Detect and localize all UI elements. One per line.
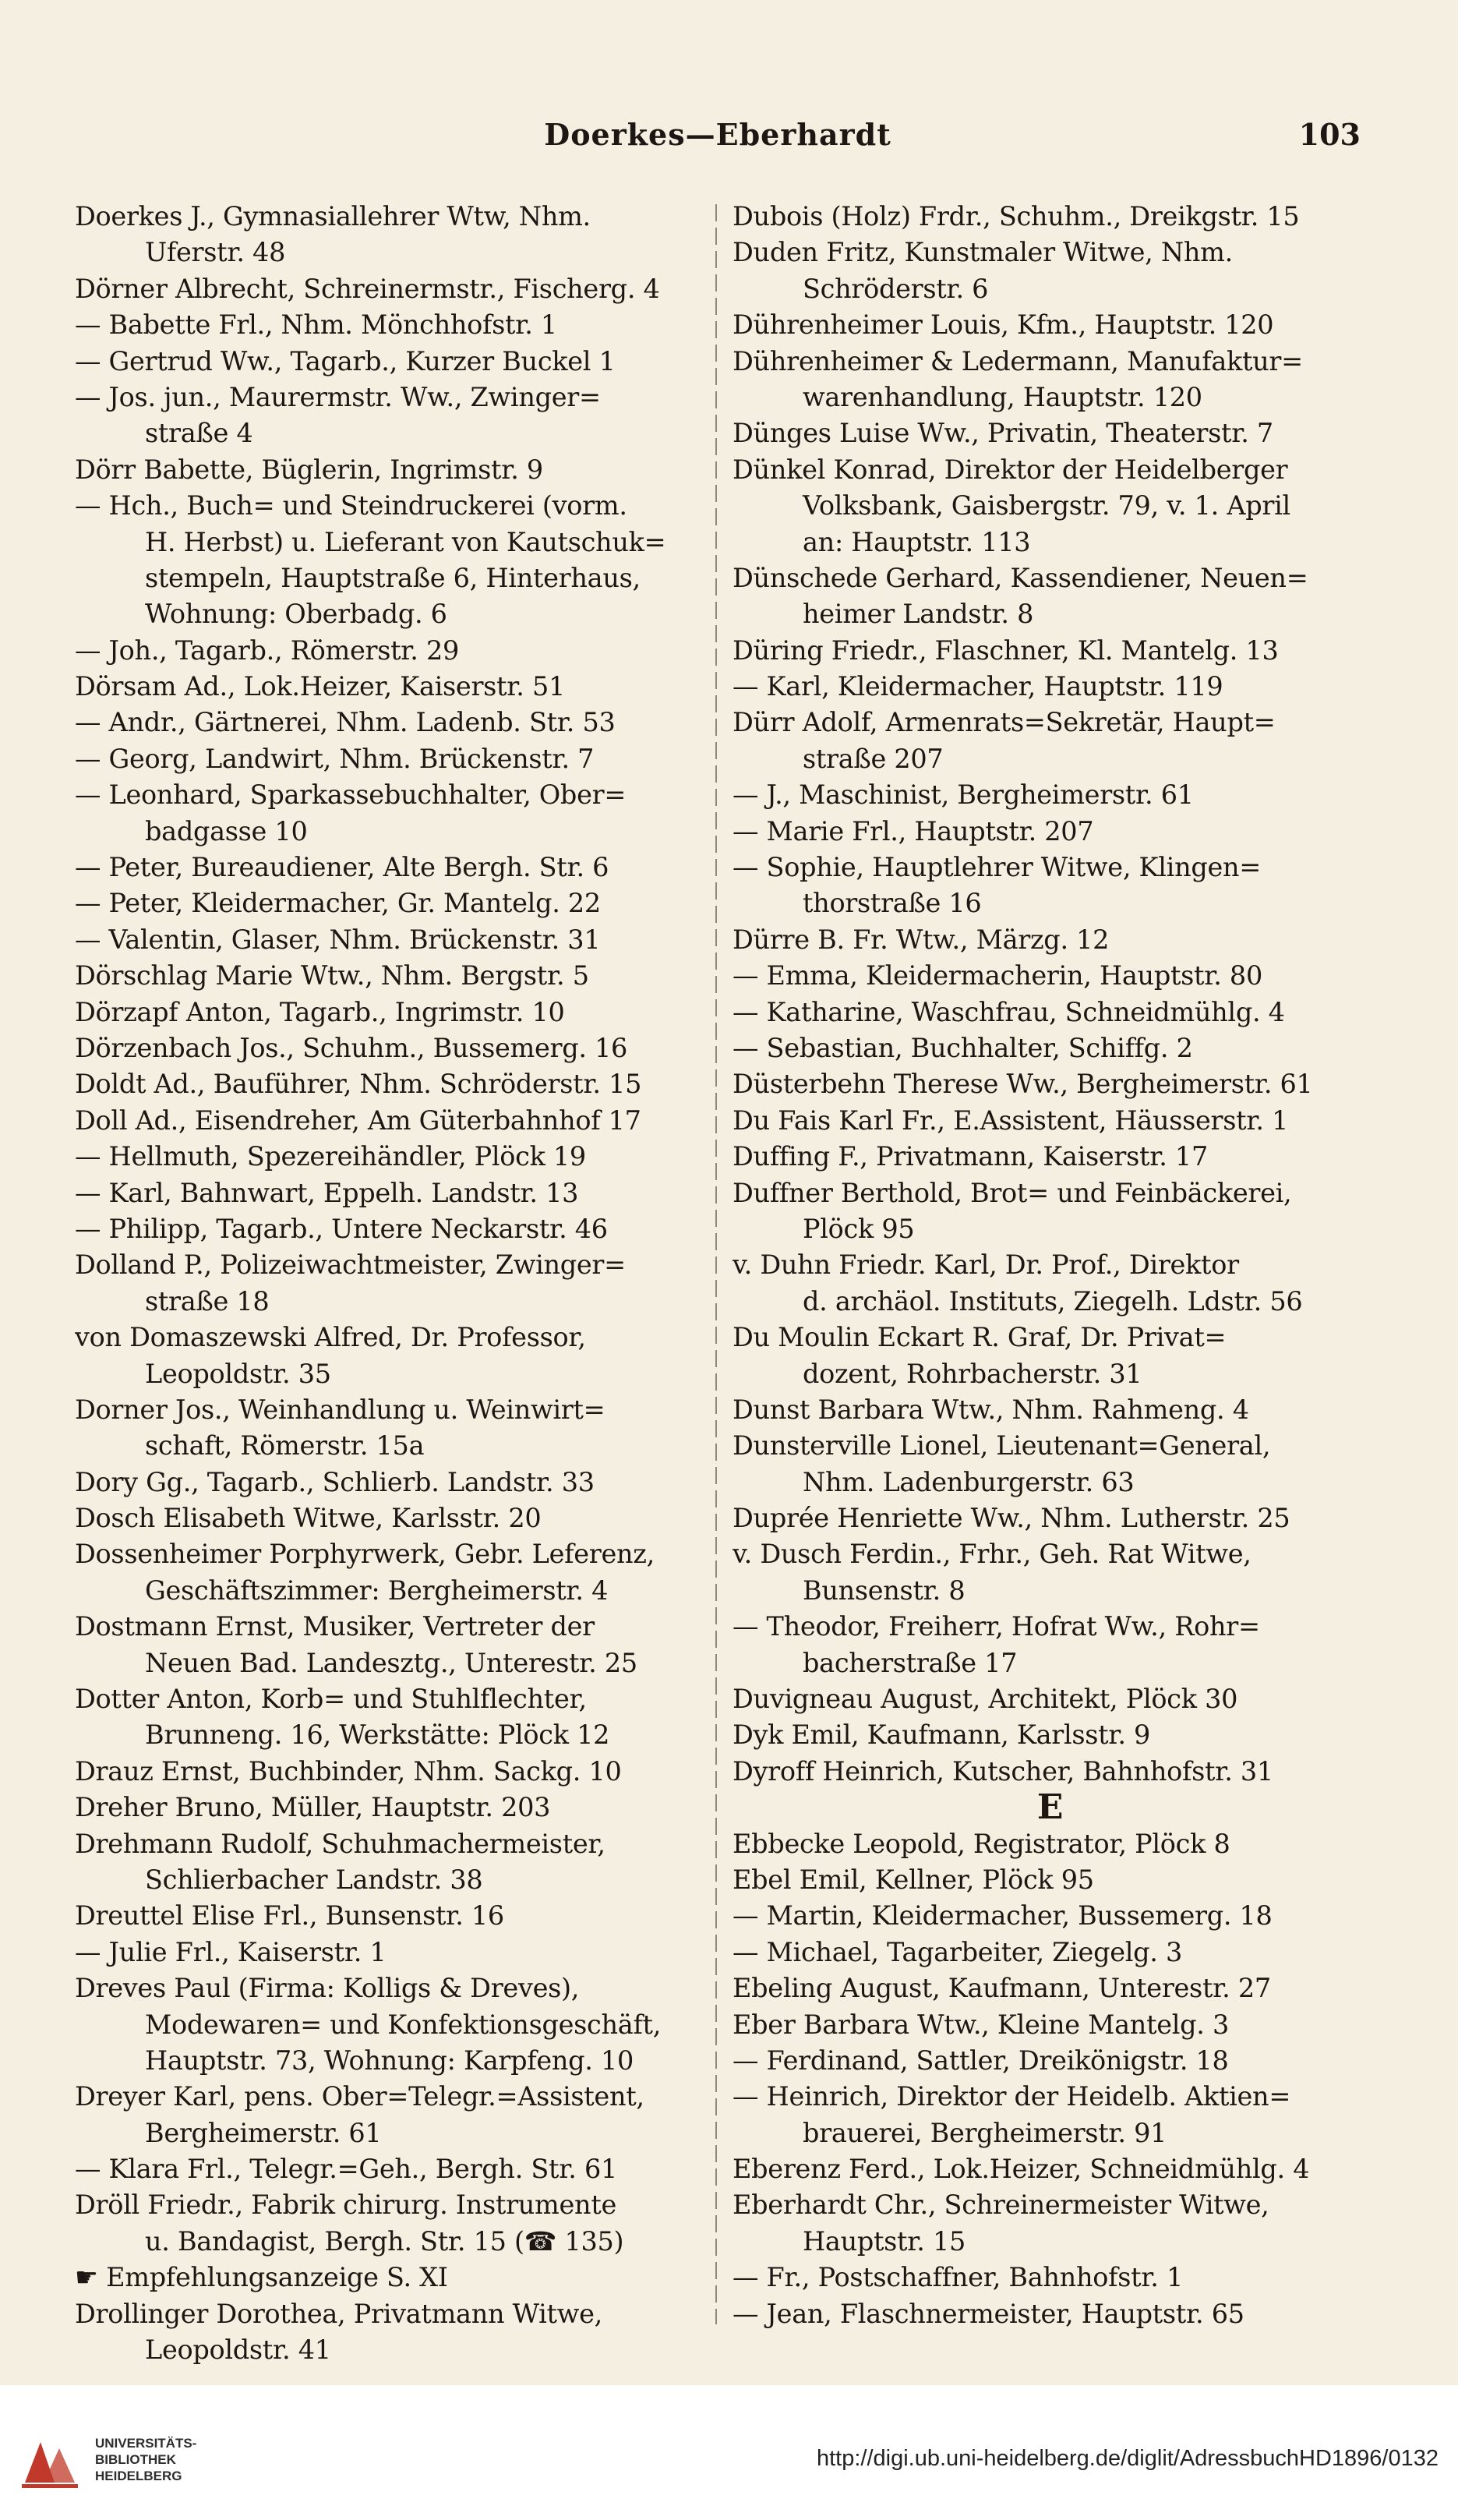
directory-entry: von Domaszewski Alfred, Dr. Professor,	[75, 1322, 586, 1353]
directory-entry: Dröll Friedr., Fabrik chirurg. Instrumente	[75, 2190, 617, 2221]
right-column	[733, 199, 1368, 2332]
directory-entry: Dotter Anton, Korb= und Stuhlflechter,	[75, 1684, 587, 1715]
entry-continuation: H. Herbst) u. Lieferant von Kautschuk=	[145, 526, 666, 557]
entry-continuation: badgasse 10	[145, 815, 308, 846]
directory-entry: Du Moulin Eckart R. Graf, Dr. Privat=	[733, 1322, 1227, 1353]
directory-entry: — Hch., Buch= und Steindruckerei (vorm.	[75, 490, 627, 521]
entry-continuation: thorstraße 16	[803, 888, 982, 919]
directory-entry: Dührenheimer & Ledermann, Manufaktur=	[733, 345, 1303, 376]
entry-continuation: Schlierbacher Landstr. 38	[145, 1864, 483, 1895]
library-name-line: HEIDELBERG	[95, 2469, 182, 2483]
entry-continuation: Hauptstr. 15	[803, 2225, 966, 2257]
directory-entry: — Michael, Tagarbeiter, Ziegelg. 3	[733, 1936, 1183, 1967]
directory-entry: — Marie Frl., Hauptstr. 207	[733, 815, 1094, 846]
directory-entry: Duffner Berthold, Brot= und Feinbäckerei,	[733, 1177, 1292, 1208]
directory-entry: Düring Friedr., Flaschner, Kl. Mantelg. 13	[733, 634, 1279, 666]
directory-entry: — Theodor, Freiherr, Hofrat Ww., Rohr=	[733, 1611, 1260, 1642]
directory-entry: Dosch Elisabeth Witwe, Karlsstr. 20	[75, 1503, 542, 1534]
running-title: Doerkes—Eberhardt	[544, 117, 891, 152]
directory-entry: Dörsam Ad., Lok.Heizer, Kaiserstr. 51	[75, 671, 565, 702]
directory-entry: — Julie Frl., Kaiserstr. 1	[75, 1936, 387, 1967]
entry-continuation: straße 207	[803, 743, 944, 774]
entry-continuation: stempeln, Hauptstraße 6, Hinterhaus,	[145, 562, 641, 593]
directory-entry: v. Duhn Friedr. Karl, Dr. Prof., Direktor	[733, 1249, 1239, 1281]
column-divider	[715, 204, 717, 2324]
directory-entry: Eber Barbara Wtw., Kleine Mantelg. 3	[733, 2009, 1230, 2040]
entry-continuation: Modewaren= und Konfektionsgeschäft,	[145, 2009, 662, 2040]
directory-entry: Drollinger Dorothea, Privatmann Witwe,	[75, 2298, 602, 2329]
directory-entry: — Babette Frl., Nhm. Mönchhofstr. 1	[75, 309, 557, 341]
directory-entry: — Joh., Tagarb., Römerstr. 29	[75, 634, 460, 666]
directory-entry: Ebbecke Leopold, Registrator, Plöck 8	[733, 1828, 1230, 1859]
entry-continuation: Neuen Bad. Landesztg., Unterestr. 25	[145, 1647, 637, 1678]
directory-entry: — Katharine, Waschfrau, Schneidmühlg. 4	[733, 996, 1285, 1027]
directory-entry: — Ferdinand, Sattler, Dreikönigstr. 18	[733, 2045, 1229, 2076]
directory-entry: — Sebastian, Buchhalter, Schiffg. 2	[733, 1032, 1193, 1063]
directory-entry: Drauz Ernst, Buchbinder, Nhm. Sackg. 10	[75, 1755, 622, 1787]
directory-entry: Doerkes J., Gymnasiallehrer Wtw, Nhm.	[75, 201, 591, 232]
directory-entry: — Jean, Flaschnermeister, Hauptstr. 65	[733, 2298, 1244, 2329]
entry-continuation: schaft, Römerstr. 15a	[145, 1430, 425, 1461]
entry-continuation: Bunsenstr. 8	[803, 1575, 966, 1606]
directory-entry: Dünges Luise Ww., Privatin, Theaterstr. 7	[733, 418, 1273, 449]
directory-entry: Eberenz Ferd., Lok.Heizer, Schneidmühlg. 4	[733, 2154, 1310, 2185]
directory-entry: Ebel Emil, Kellner, Plöck 95	[733, 1864, 1094, 1895]
entry-continuation: Geschäftszimmer: Bergheimerstr. 4	[145, 1575, 609, 1606]
entry-continuation: an: Hauptstr. 113	[803, 526, 1031, 557]
directory-entry: — Peter, Kleidermacher, Gr. Mantelg. 22	[75, 888, 601, 919]
directory-entry: Doldt Ad., Bauführer, Nhm. Schröderstr. 15	[75, 1069, 642, 1100]
entry-continuation: d. archäol. Instituts, Ziegelh. Ldstr. 56	[803, 1285, 1303, 1317]
directory-entry: Dreher Bruno, Müller, Hauptstr. 203	[75, 1792, 551, 1823]
entry-continuation: brauerei, Bergheimerstr. 91	[803, 2117, 1167, 2148]
directory-entry: Dyroff Heinrich, Kutscher, Bahnhofstr. 31	[733, 1755, 1273, 1787]
directory-entry: Dünkel Konrad, Direktor der Heidelberger	[733, 454, 1288, 485]
library-name-line: BIBLIOTHEK	[95, 2452, 176, 2467]
directory-entry: Dyk Emil, Kaufmann, Karlsstr. 9	[733, 1719, 1151, 1751]
directory-entry: — Georg, Landwirt, Nhm. Brückenstr. 7	[75, 743, 595, 774]
entry-continuation: heimer Landstr. 8	[803, 599, 1034, 630]
entry-continuation: Bergheimerstr. 61	[145, 2117, 382, 2148]
directory-entry: — Jos. jun., Maurermstr. Ww., Zwinger=	[75, 381, 601, 412]
directory-entry: Dörschlag Marie Wtw., Nhm. Bergstr. 5	[75, 960, 589, 991]
library-name-line: UNIVERSITÄTS-	[95, 2436, 197, 2451]
directory-entry: — Heinrich, Direktor der Heidelb. Aktien=	[733, 2081, 1291, 2112]
page-number: 103	[1298, 117, 1361, 152]
directory-entry: v. Dusch Ferdin., Frhr., Geh. Rat Witwe,	[733, 1539, 1251, 1570]
directory-entry: Duffing F., Privatmann, Kaiserstr. 17	[733, 1141, 1208, 1172]
entry-continuation: bacherstraße 17	[803, 1647, 1018, 1678]
directory-entry: Drehmann Rudolf, Schuhmachermeister,	[75, 1828, 605, 1859]
directory-entry: — Philipp, Tagarb., Untere Neckarstr. 46	[75, 1213, 608, 1244]
directory-entry: Dörzenbach Jos., Schuhm., Bussemerg. 16	[75, 1032, 628, 1063]
directory-entry: — Karl, Bahnwart, Eppelh. Landstr. 13	[75, 1177, 579, 1208]
directory-entry: Dörzapf Anton, Tagarb., Ingrimstr. 10	[75, 996, 565, 1027]
entry-continuation: Brunneng. 16, Werkstätte: Plöck 12	[145, 1719, 610, 1751]
library-logo-icon	[17, 2428, 87, 2498]
directory-entry: — Klara Frl., Telegr.=Geh., Bergh. Str. 61	[75, 2154, 617, 2185]
directory-entry: — Emma, Kleidermacherin, Hauptstr. 80	[733, 960, 1262, 991]
directory-entry: — Valentin, Glaser, Nhm. Brückenstr. 31	[75, 924, 601, 955]
entry-continuation: straße 4	[145, 418, 253, 449]
directory-entry: — J., Maschinist, Bergheimerstr. 61	[733, 779, 1194, 811]
directory-entry: Duvigneau August, Architekt, Plöck 30	[733, 1684, 1238, 1715]
section-letter: E	[1036, 1790, 1064, 1826]
directory-entry: Dührenheimer Louis, Kfm., Hauptstr. 120	[733, 309, 1274, 341]
directory-entry: Du Fais Karl Fr., E.Assistent, Häusserstr. 1	[733, 1104, 1289, 1136]
directory-entry: Dörr Babette, Büglerin, Ingrimstr. 9	[75, 454, 543, 485]
directory-entry: — Andr., Gärtnerei, Nhm. Ladenb. Str. 53	[75, 707, 616, 738]
directory-entry: ☛ Empfehlungsanzeige S. XI	[75, 2262, 448, 2293]
footer-bar	[0, 2385, 1458, 2520]
directory-entry: — Leonhard, Sparkassebuchhalter, Ober=	[75, 779, 627, 811]
directory-entry: Dubois (Holz) Frdr., Schuhm., Dreikgstr. 15	[733, 201, 1300, 232]
directory-entry: Dörner Albrecht, Schreinermstr., Fischerg. 4	[75, 273, 660, 304]
directory-entry: Doll Ad., Eisendreher, Am Güterbahnhof 17	[75, 1104, 641, 1136]
entry-continuation: Wohnung: Oberbadg. 6	[145, 599, 447, 630]
entry-continuation: Hauptstr. 73, Wohnung: Karpfeng. 10	[145, 2045, 634, 2076]
entry-continuation: Uferstr. 48	[145, 237, 286, 268]
left-column	[75, 199, 714, 2368]
directory-entry: Düsterbehn Therese Ww., Bergheimerstr. 61	[733, 1069, 1313, 1100]
directory-entry: Dorner Jos., Weinhandlung u. Weinwirt=	[75, 1394, 605, 1425]
directory-entry: Dunsterville Lionel, Lieutenant=General,	[733, 1430, 1271, 1461]
directory-entry: Dory Gg., Tagarb., Schlierb. Landstr. 33	[75, 1466, 595, 1497]
entry-continuation: straße 18	[145, 1285, 270, 1317]
directory-entry: Dostmann Ernst, Musiker, Vertreter der	[75, 1611, 595, 1642]
directory-entry: Dürre B. Fr. Wtw., Märzg. 12	[733, 924, 1110, 955]
library-name	[95, 2435, 196, 2484]
directory-entry: Duden Fritz, Kunstmaler Witwe, Nhm.	[733, 237, 1233, 268]
entry-continuation: Schröderstr. 6	[803, 273, 989, 304]
entry-continuation: Leopoldstr. 41	[145, 2334, 331, 2366]
directory-entry: Eberhardt Chr., Schreinermeister Witwe,	[733, 2190, 1269, 2221]
entry-continuation: dozent, Rohrbacherstr. 31	[803, 1358, 1142, 1389]
entry-continuation: Volksbank, Gaisbergstr. 79, v. 1. April	[803, 490, 1290, 521]
directory-entry: — Martin, Kleidermacher, Bussemerg. 18	[733, 1900, 1273, 1932]
entry-continuation: Plöck 95	[803, 1213, 915, 1244]
entry-continuation: u. Bandagist, Bergh. Str. 15 (☎ 135)	[145, 2225, 624, 2257]
directory-entry: — Karl, Kleidermacher, Hauptstr. 119	[733, 671, 1223, 702]
directory-entry: Duprée Henriette Ww., Nhm. Lutherstr. 25	[733, 1503, 1290, 1534]
page-header	[75, 117, 1361, 164]
entry-continuation: Nhm. Ladenburgerstr. 63	[803, 1466, 1135, 1497]
directory-entry: Dreves Paul (Firma: Kolligs & Dreves),	[75, 1973, 580, 2004]
directory-entry: Dreuttel Elise Frl., Bunsenstr. 16	[75, 1900, 504, 1932]
entry-continuation: Leopoldstr. 35	[145, 1358, 331, 1389]
directory-entry: — Sophie, Hauptlehrer Witwe, Klingen=	[733, 852, 1262, 883]
entry-continuation: warenhandlung, Hauptstr. 120	[803, 381, 1202, 412]
directory-entry: Dreyer Karl, pens. Ober=Telegr.=Assistent,	[75, 2081, 644, 2112]
directory-entry: Dürr Adolf, Armenrats=Sekretär, Haupt=	[733, 707, 1276, 738]
directory-entry: — Gertrud Ww., Tagarb., Kurzer Buckel 1	[75, 345, 616, 376]
directory-entry: Dossenheimer Porphyrwerk, Gebr. Leferenz,	[75, 1539, 655, 1570]
directory-entry: — Hellmuth, Spezereihändler, Plöck 19	[75, 1141, 586, 1172]
directory-entry: Dünschede Gerhard, Kassendiener, Neuen=	[733, 562, 1308, 593]
directory-entry: — Peter, Bureaudiener, Alte Bergh. Str. 6	[75, 852, 609, 883]
source-url[interactable]: http://digi.ub.uni-heidelberg.de/diglit/AdressbuchHD1896/0132	[816, 2446, 1439, 2471]
directory-entry: Ebeling August, Kaufmann, Unterestr. 27	[733, 1973, 1271, 2004]
directory-entry: Dunst Barbara Wtw., Nhm. Rahmeng. 4	[733, 1394, 1249, 1425]
directory-entry: — Fr., Postschaffner, Bahnhofstr. 1	[733, 2262, 1183, 2293]
directory-entry: Dolland P., Polizeiwachtmeister, Zwinger=	[75, 1249, 626, 1281]
